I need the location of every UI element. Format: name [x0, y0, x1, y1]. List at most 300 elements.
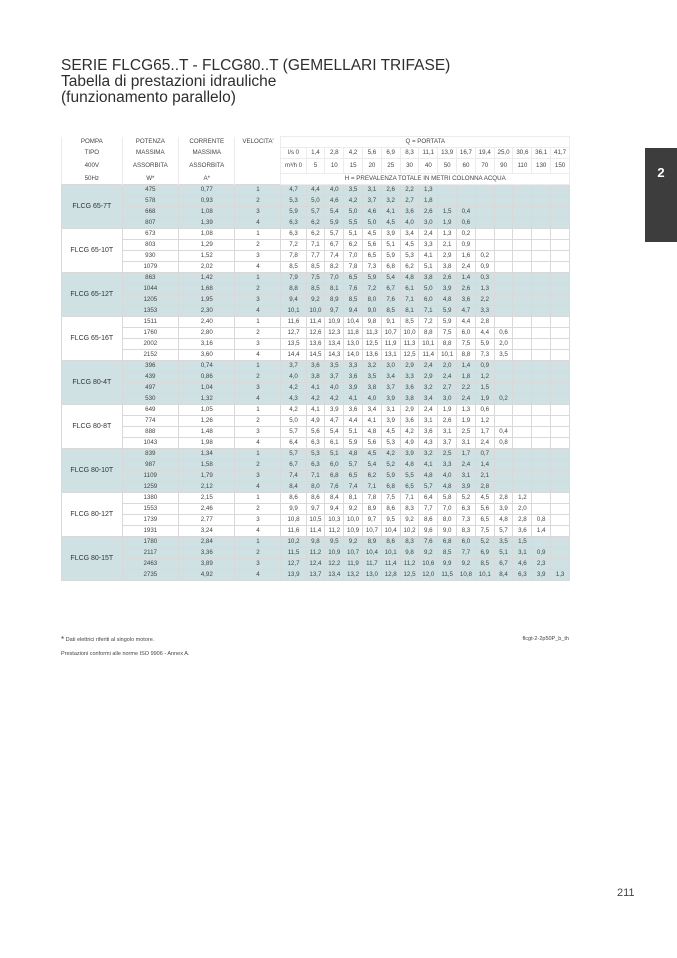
- head-cell: 10,3: [325, 515, 344, 526]
- table-row: [62, 372, 570, 383]
- head-cell: 3,9: [438, 284, 457, 295]
- table-row: [62, 438, 570, 449]
- head-cell: [513, 295, 532, 306]
- header-row: [62, 174, 570, 185]
- current-cell: 1,39: [179, 218, 235, 229]
- table-row: [62, 427, 570, 438]
- head-cell: 5,7: [281, 427, 306, 438]
- head-cell: 2,2: [475, 295, 494, 306]
- table-row: [62, 504, 570, 515]
- head-cell: [551, 438, 570, 449]
- head-cell: 4,6: [362, 207, 381, 218]
- head-cell: [532, 405, 551, 416]
- model-name: FLCG 80-12T: [62, 493, 123, 537]
- footnote: [61, 635, 154, 644]
- ls-value: 11,1: [419, 148, 438, 159]
- head-cell: [494, 383, 513, 394]
- head-cell: 2,6: [457, 284, 476, 295]
- head-cell: 2,3: [532, 559, 551, 570]
- power-cell: 2152: [122, 350, 178, 361]
- current-cell: 0,93: [179, 196, 235, 207]
- head-cell: 5,3: [400, 251, 419, 262]
- head-cell: [532, 361, 551, 372]
- head-cell: [532, 427, 551, 438]
- head-cell: 3,3: [344, 361, 363, 372]
- head-cell: 4,4: [475, 328, 494, 339]
- head-cell: 2,9: [400, 361, 419, 372]
- head-cell: 10,1: [281, 306, 306, 317]
- head-cell: 7,1: [306, 240, 325, 251]
- head-cell: 8,5: [306, 262, 325, 273]
- head-cell: [551, 427, 570, 438]
- current-cell: 3,60: [179, 350, 235, 361]
- head-cell: 6,0: [457, 328, 476, 339]
- speed-cell: 3: [235, 339, 281, 350]
- head-cell: [438, 185, 457, 196]
- table-header: [62, 137, 570, 185]
- head-cell: 4,8: [419, 471, 438, 482]
- m3h-value: 40: [419, 159, 438, 174]
- head-cell: 10,7: [381, 328, 400, 339]
- norm-note: Prestazioni conformi alle norme ISO 9906 - Annex A.: [61, 651, 190, 657]
- head-cell: [513, 405, 532, 416]
- head-cell: [457, 196, 476, 207]
- head-cell: 6,4: [281, 438, 306, 449]
- power-cell: 1109: [122, 471, 178, 482]
- head-cell: 2,9: [419, 372, 438, 383]
- head-cell: 7,4: [281, 471, 306, 482]
- head-cell: 4,4: [457, 317, 476, 328]
- page-subtitle-line2: (funzionamento parallelo): [61, 89, 236, 106]
- current-cell: 2,77: [179, 515, 235, 526]
- power-cell: 1259: [122, 482, 178, 493]
- head-cell: 6,3: [281, 229, 306, 240]
- head-cell: 2,9: [438, 251, 457, 262]
- head-cell: 5,1: [381, 240, 400, 251]
- head-cell: [494, 405, 513, 416]
- current-cell: 1,26: [179, 416, 235, 427]
- head-cell: 3,8: [419, 273, 438, 284]
- head-cell: [551, 361, 570, 372]
- head-cell: 3,1: [381, 405, 400, 416]
- head-cell: 12,5: [400, 350, 419, 361]
- head-cell: 3,9: [381, 229, 400, 240]
- head-cell: 4,8: [438, 295, 457, 306]
- head-cell: 0,4: [457, 207, 476, 218]
- speed-cell: 4: [235, 262, 281, 273]
- speed-cell: 1: [235, 229, 281, 240]
- power-cell: 673: [122, 229, 178, 240]
- current-cell: 2,12: [179, 482, 235, 493]
- head-cell: 5,4: [325, 427, 344, 438]
- head-cell: 7,5: [381, 493, 400, 504]
- head-cell: 4,2: [381, 449, 400, 460]
- head-cell: 2,8: [475, 317, 494, 328]
- head-cell: 13,0: [344, 339, 363, 350]
- head-cell: 7,0: [438, 504, 457, 515]
- head-cell: [551, 350, 570, 361]
- head-cell: [494, 240, 513, 251]
- head-cell: 4,2: [281, 383, 306, 394]
- head-cell: [551, 317, 570, 328]
- head-cell: 5,1: [344, 229, 363, 240]
- head-cell: [532, 449, 551, 460]
- head-cell: 2,6: [419, 207, 438, 218]
- head-cell: [551, 460, 570, 471]
- head-cell: 9,8: [362, 317, 381, 328]
- head-cell: 7,5: [306, 273, 325, 284]
- head-cell: 5,2: [457, 493, 476, 504]
- head-cell: 6,1: [325, 438, 344, 449]
- head-cell: [513, 251, 532, 262]
- head-cell: 7,1: [419, 306, 438, 317]
- head-cell: 10,7: [362, 526, 381, 537]
- speed-cell: 1: [235, 405, 281, 416]
- head-cell: 8,3: [400, 537, 419, 548]
- head-cell: [475, 240, 494, 251]
- speed-cell: 3: [235, 207, 281, 218]
- m3h-header-cell: [281, 159, 306, 174]
- head-cell: [532, 460, 551, 471]
- current-cell: 1,08: [179, 229, 235, 240]
- head-cell: 7,8: [344, 262, 363, 273]
- head-cell: 9,0: [362, 306, 381, 317]
- speed-cell: 3: [235, 383, 281, 394]
- power-cell: 774: [122, 416, 178, 427]
- head-cell: 1,7: [457, 449, 476, 460]
- head-cell: 3,7: [381, 383, 400, 394]
- speed-cell: 3: [235, 515, 281, 526]
- head-cell: [513, 449, 532, 460]
- power-cell: 530: [122, 394, 178, 405]
- table-row: [62, 537, 570, 548]
- power-cell: 1553: [122, 504, 178, 515]
- head-cell: 7,6: [344, 284, 363, 295]
- head-cell: 3,6: [306, 361, 325, 372]
- head-cell: 9,2: [419, 548, 438, 559]
- head-cell: 5,0: [281, 416, 306, 427]
- head-cell: 12,6: [306, 328, 325, 339]
- head-cell: 4,8: [400, 460, 419, 471]
- head-cell: [513, 372, 532, 383]
- head-cell: 0,8: [532, 515, 551, 526]
- speed-cell: 1: [235, 537, 281, 548]
- head-cell: [532, 240, 551, 251]
- head-cell: 7,0: [325, 273, 344, 284]
- head-cell: 4,1: [419, 460, 438, 471]
- head-cell: [494, 449, 513, 460]
- current-cell: 0,74: [179, 361, 235, 372]
- head-cell: [513, 416, 532, 427]
- head-cell: 7,6: [325, 482, 344, 493]
- head-cell: [494, 361, 513, 372]
- head-cell: 11,6: [281, 317, 306, 328]
- power-cell: 1353: [122, 306, 178, 317]
- head-cell: [551, 196, 570, 207]
- head-cell: 4,2: [306, 394, 325, 405]
- ls-value: 8,3: [400, 148, 419, 159]
- head-cell: 4,5: [400, 240, 419, 251]
- head-cell: 8,8: [438, 339, 457, 350]
- power-cell: 2117: [122, 548, 178, 559]
- head-cell: 8,0: [438, 515, 457, 526]
- head-cell: [494, 196, 513, 207]
- head-cell: 4,5: [381, 427, 400, 438]
- head-cell: 1,8: [457, 372, 476, 383]
- head-cell: 8,5: [438, 548, 457, 559]
- head-cell: 9,4: [281, 295, 306, 306]
- head-cell: [551, 284, 570, 295]
- head-cell: 5,1: [344, 427, 363, 438]
- head-cell: 10,5: [306, 515, 325, 526]
- head-cell: 12,0: [419, 570, 438, 581]
- head-cell: 2,0: [513, 504, 532, 515]
- header-potenza: POTENZA: [122, 137, 178, 148]
- head-cell: 3,3: [400, 372, 419, 383]
- power-cell: 396: [122, 361, 178, 372]
- head-cell: 11,4: [419, 350, 438, 361]
- power-cell: 1760: [122, 328, 178, 339]
- ls-value: 13,9: [438, 148, 457, 159]
- page-number: 211: [617, 887, 635, 899]
- head-cell: [494, 471, 513, 482]
- head-cell: [532, 207, 551, 218]
- header-corrente: A*: [179, 174, 235, 185]
- head-cell: 8,5: [306, 284, 325, 295]
- head-cell: 0,3: [475, 273, 494, 284]
- table-row: [62, 284, 570, 295]
- current-cell: 1,04: [179, 383, 235, 394]
- head-cell: 4,6: [513, 559, 532, 570]
- ls-value: 36,1: [532, 148, 551, 159]
- head-cell: 9,2: [457, 559, 476, 570]
- head-cell: 6,3: [513, 570, 532, 581]
- header-corrente: MASSIMA: [179, 148, 235, 159]
- head-cell: 0,4: [494, 427, 513, 438]
- ls-value: 41,7: [551, 148, 570, 159]
- head-cell: 6,5: [475, 515, 494, 526]
- head-cell: 4,5: [362, 449, 381, 460]
- head-cell: 2,8: [513, 515, 532, 526]
- head-cell: 12,3: [325, 328, 344, 339]
- power-cell: 2735: [122, 570, 178, 581]
- head-cell: 0,9: [475, 262, 494, 273]
- current-cell: 1,52: [179, 251, 235, 262]
- current-cell: 1,58: [179, 460, 235, 471]
- head-cell: 8,1: [344, 493, 363, 504]
- head-cell: 1,3: [438, 229, 457, 240]
- head-cell: [475, 196, 494, 207]
- m3h-label: m³/h: [285, 163, 297, 169]
- head-cell: 1,5: [475, 383, 494, 394]
- power-cell: 987: [122, 460, 178, 471]
- power-cell: 2463: [122, 559, 178, 570]
- head-cell: 3,2: [419, 383, 438, 394]
- head-cell: 8,8: [419, 328, 438, 339]
- current-cell: 1,34: [179, 449, 235, 460]
- table-row: [62, 416, 570, 427]
- head-cell: 3,9: [381, 394, 400, 405]
- current-cell: 2,80: [179, 328, 235, 339]
- head-cell: 1,9: [438, 218, 457, 229]
- head-cell: 4,2: [325, 394, 344, 405]
- m3h-value: 110: [513, 159, 532, 174]
- head-cell: 9,7: [306, 504, 325, 515]
- head-cell: 13,2: [344, 570, 363, 581]
- current-cell: 0,77: [179, 185, 235, 196]
- head-cell: [551, 504, 570, 515]
- speed-cell: 1: [235, 317, 281, 328]
- current-cell: 1,42: [179, 273, 235, 284]
- head-cell: [532, 317, 551, 328]
- head-cell: [494, 372, 513, 383]
- head-cell: 6,3: [306, 460, 325, 471]
- ls-value: 2,8: [325, 148, 344, 159]
- head-cell: [532, 185, 551, 196]
- speed-cell: 3: [235, 251, 281, 262]
- head-cell: 4,7: [281, 185, 306, 196]
- head-cell: 5,9: [381, 471, 400, 482]
- current-cell: 2,84: [179, 537, 235, 548]
- head-cell: 5,6: [475, 504, 494, 515]
- model-name: FLCG 65-7T: [62, 185, 123, 229]
- head-cell: 7,4: [325, 251, 344, 262]
- head-cell: 11,5: [281, 548, 306, 559]
- head-cell: 5,3: [281, 196, 306, 207]
- head-cell: 7,1: [362, 482, 381, 493]
- head-cell: [551, 262, 570, 273]
- head-cell: 1,6: [457, 251, 476, 262]
- power-cell: 1044: [122, 284, 178, 295]
- head-cell: [494, 273, 513, 284]
- head-cell: 8,6: [306, 493, 325, 504]
- head-cell: [513, 262, 532, 273]
- head-cell: 6,8: [325, 471, 344, 482]
- head-cell: 10,0: [400, 328, 419, 339]
- head-cell: 2,1: [438, 240, 457, 251]
- head-cell: 5,9: [475, 339, 494, 350]
- head-cell: [475, 218, 494, 229]
- head-cell: 5,9: [438, 306, 457, 317]
- speed-cell: 4: [235, 526, 281, 537]
- head-cell: 6,5: [400, 482, 419, 493]
- head-cell: 3,9: [494, 504, 513, 515]
- head-cell: 9,2: [306, 295, 325, 306]
- current-cell: 1,32: [179, 394, 235, 405]
- head-cell: 3,7: [438, 438, 457, 449]
- head-cell: 2,8: [475, 482, 494, 493]
- head-cell: 3,1: [513, 548, 532, 559]
- head-cell: 13,7: [306, 570, 325, 581]
- power-cell: 439: [122, 372, 178, 383]
- head-cell: 7,7: [457, 548, 476, 559]
- head-cell: [513, 273, 532, 284]
- head-cell: 3,6: [400, 207, 419, 218]
- header-velocita-blank: [235, 148, 281, 159]
- head-cell: 9,4: [325, 504, 344, 515]
- head-cell: 1,9: [475, 394, 494, 405]
- head-cell: 3,8: [306, 372, 325, 383]
- power-cell: 807: [122, 218, 178, 229]
- head-cell: [438, 196, 457, 207]
- head-cell: 11,2: [325, 526, 344, 537]
- head-cell: 3,7: [281, 361, 306, 372]
- head-cell: [532, 504, 551, 515]
- page-title: SERIE FLCG65..T - FLCG80..T (GEMELLARI TRIFASE): [61, 57, 451, 74]
- current-cell: 3,89: [179, 559, 235, 570]
- head-cell: 8,8: [457, 350, 476, 361]
- head-cell: 5,7: [344, 460, 363, 471]
- head-cell: [532, 394, 551, 405]
- head-cell: [532, 251, 551, 262]
- table-row: [62, 482, 570, 493]
- head-cell: [551, 449, 570, 460]
- power-cell: 888: [122, 427, 178, 438]
- head-cell: 1,2: [475, 416, 494, 427]
- head-cell: 2,5: [438, 449, 457, 460]
- head-cell: [513, 284, 532, 295]
- power-cell: 930: [122, 251, 178, 262]
- speed-cell: 1: [235, 185, 281, 196]
- head-cell: 4,7: [325, 416, 344, 427]
- head-cell: 4,9: [400, 438, 419, 449]
- table-row: [62, 350, 570, 361]
- head-cell: 2,7: [400, 196, 419, 207]
- head-cell: 4,8: [438, 482, 457, 493]
- head-cell: 3,4: [419, 394, 438, 405]
- head-cell: [532, 196, 551, 207]
- head-cell: 6,3: [306, 438, 325, 449]
- head-cell: 14,4: [281, 350, 306, 361]
- current-cell: 3,36: [179, 548, 235, 559]
- head-cell: 3,4: [400, 229, 419, 240]
- m3h-value: 5: [306, 159, 325, 174]
- head-cell: 8,4: [494, 570, 513, 581]
- head-cell: 9,5: [325, 537, 344, 548]
- head-cell: [513, 394, 532, 405]
- head-cell: 8,4: [281, 482, 306, 493]
- head-cell: 14,0: [344, 350, 363, 361]
- head-cell: [513, 328, 532, 339]
- power-cell: 1739: [122, 515, 178, 526]
- head-cell: 10,9: [325, 548, 344, 559]
- head-cell: 11,4: [306, 317, 325, 328]
- head-cell: 7,8: [281, 251, 306, 262]
- head-cell: 8,9: [362, 504, 381, 515]
- head-cell: 4,8: [494, 515, 513, 526]
- table-row: [62, 570, 570, 581]
- head-cell: [551, 218, 570, 229]
- head-cell: 8,3: [400, 504, 419, 515]
- model-name: FLCG 65-12T: [62, 273, 123, 317]
- table-row: [62, 240, 570, 251]
- table-row: [62, 559, 570, 570]
- table-row: [62, 361, 570, 372]
- head-cell: 2,4: [475, 438, 494, 449]
- head-cell: 1,3: [475, 284, 494, 295]
- ls-header-cell: [281, 148, 306, 159]
- head-cell: 12,5: [362, 339, 381, 350]
- head-cell: 6,5: [344, 471, 363, 482]
- speed-cell: 3: [235, 559, 281, 570]
- header-potenza: MASSIMA: [122, 148, 178, 159]
- head-cell: 6,5: [362, 251, 381, 262]
- head-cell: 10,0: [306, 306, 325, 317]
- head-cell: 4,3: [419, 438, 438, 449]
- current-cell: 4,92: [179, 570, 235, 581]
- head-cell: 10,1: [419, 339, 438, 350]
- head-cell: 3,4: [381, 372, 400, 383]
